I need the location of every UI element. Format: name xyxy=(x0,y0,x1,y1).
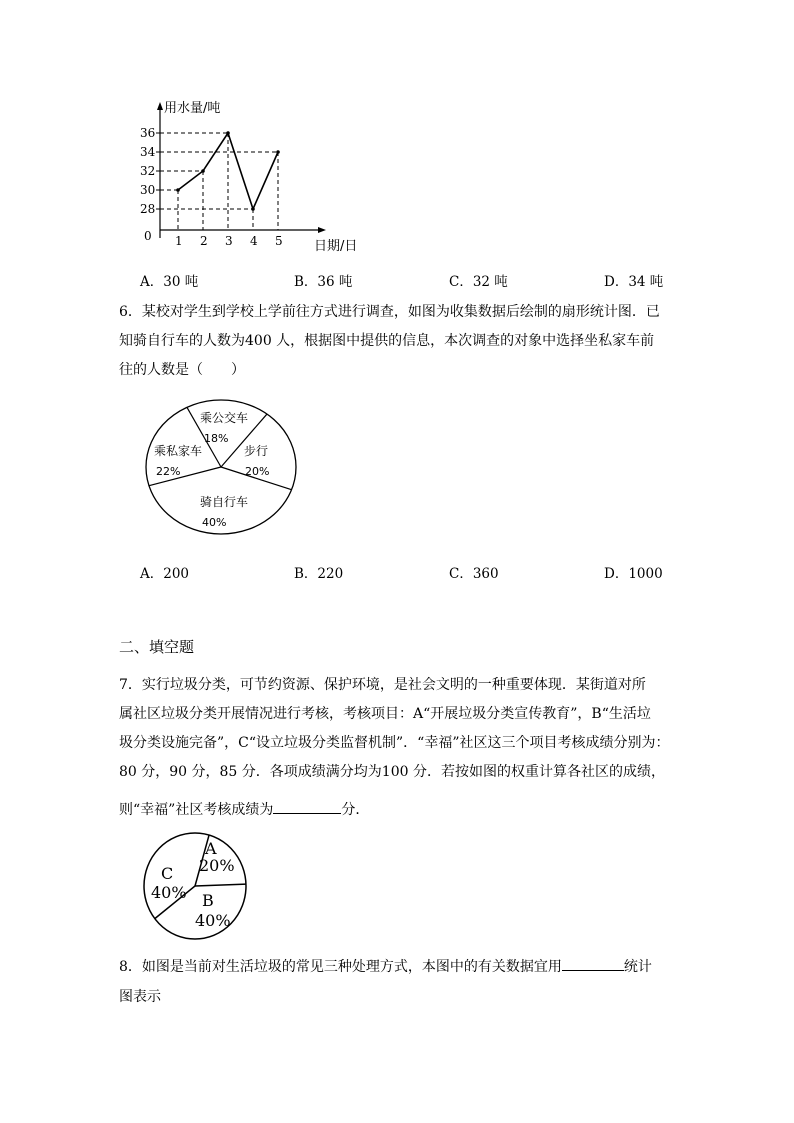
x-axis-arrow xyxy=(318,227,326,233)
slice-label-bike: 骑自行车 xyxy=(200,495,249,509)
q7-text-line: 80 分，90 分，85 分．各项成绩满分均为100 分．若按如图的权重计算各社区的成绩， xyxy=(119,764,665,780)
slice-label-bus: 乘公交车 xyxy=(200,411,249,425)
q8-line xyxy=(119,956,652,977)
q6-option-d[interactable]: D．1000 xyxy=(604,566,663,582)
q7-last-line xyxy=(119,799,369,820)
slice-pct-b: 40% xyxy=(195,911,231,930)
origin-label: 0 xyxy=(144,229,152,243)
weight-pie-chart xyxy=(138,826,250,946)
q7-text: 则“幸福”社区考核成绩为 xyxy=(119,802,274,818)
water-usage-line-chart xyxy=(118,98,368,258)
x-tick-label: 4 xyxy=(250,234,258,248)
q7-text: 分． xyxy=(341,802,370,818)
q6-text-line: 知骑自行车的人数为400 人，根据图中提供的信息，本次调查的对象中选择坐私家车前 xyxy=(119,333,655,349)
dashed-guides xyxy=(156,133,278,230)
q7-answer-blank[interactable] xyxy=(273,799,341,814)
q5-option-d[interactable]: D．34 吨 xyxy=(604,274,664,290)
q7-text-line: 圾分类设施完备”，C“设立垃圾分类监督机制”．“幸福”社区这三个项目考核成绩分别为： xyxy=(119,735,670,751)
q7-text-line: 7．实行垃圾分类，可节约资源、保护环境，是社会文明的一种重要体现．某街道对所 xyxy=(119,677,646,693)
q6-option-c[interactable]: C．360 xyxy=(449,566,499,582)
slice-pct-a: 20% xyxy=(199,856,235,875)
slice-label-a: A xyxy=(205,839,217,858)
y-tick-label: 32 xyxy=(140,164,156,178)
slice-pct-walk: 20% xyxy=(245,465,270,478)
y-tick-label: 34 xyxy=(140,145,156,159)
data-point xyxy=(251,207,255,211)
slice-label-c: C xyxy=(161,864,174,883)
y-axis-label: 用水量/吨 xyxy=(164,101,221,116)
slice-pct-car: 22% xyxy=(156,465,181,478)
slice-label-walk: 步行 xyxy=(244,444,269,458)
q6-option-b[interactable]: B．220 xyxy=(294,566,344,582)
q5-option-b[interactable]: B．36 吨 xyxy=(294,274,353,290)
x-tick-label: 5 xyxy=(275,234,283,248)
q6-text-line: 往的人数是（ ） xyxy=(119,362,245,378)
q8-text-line: 图表示 xyxy=(119,989,161,1005)
data-point xyxy=(226,131,230,135)
slice-label-car: 乘私家车 xyxy=(154,444,203,458)
commute-pie-chart xyxy=(140,392,310,542)
q5-option-c[interactable]: C．32 吨 xyxy=(449,274,508,290)
q8-text: 8．如图是当前对生活垃圾的常见三种处理方式，本图中的有关数据宜用 xyxy=(119,959,562,975)
q8-text: 统计 xyxy=(623,959,652,975)
x-tick-label: 3 xyxy=(225,234,233,248)
x-tick-labels xyxy=(175,234,283,248)
q5-option-a[interactable]: A．30 吨 xyxy=(140,274,199,290)
x-axis-label: 日期/日 xyxy=(314,239,358,254)
q8-answer-blank[interactable] xyxy=(562,956,624,971)
x-tick-label: 2 xyxy=(200,234,208,248)
slice-pct-bus: 18% xyxy=(204,432,229,445)
y-tick-labels xyxy=(140,126,156,216)
y-axis-arrow xyxy=(157,102,163,110)
y-tick-label: 36 xyxy=(140,126,156,140)
x-tick-label: 1 xyxy=(175,234,183,248)
data-point xyxy=(176,188,180,192)
q7-text-line: 属社区垃圾分类开展情况进行考核，考核项目：A“开展垃圾分类宣传教育”，B“生活垃 xyxy=(119,706,651,722)
slice-pct-c: 40% xyxy=(151,883,187,902)
pie-divider xyxy=(195,884,246,886)
data-point xyxy=(276,150,280,154)
q6-option-a[interactable]: A．200 xyxy=(140,566,190,582)
q6-text-line: 6．某校对学生到学校上学前往方式进行调查，如图为收集数据后绘制的扇形统计图．已 xyxy=(119,304,660,320)
section-title: 二、填空题 xyxy=(119,638,195,656)
y-tick-label: 28 xyxy=(140,202,156,216)
data-point xyxy=(201,169,205,173)
slice-label-b: B xyxy=(202,891,214,910)
y-tick-label: 30 xyxy=(140,183,156,197)
slice-pct-bike: 40% xyxy=(202,516,227,529)
